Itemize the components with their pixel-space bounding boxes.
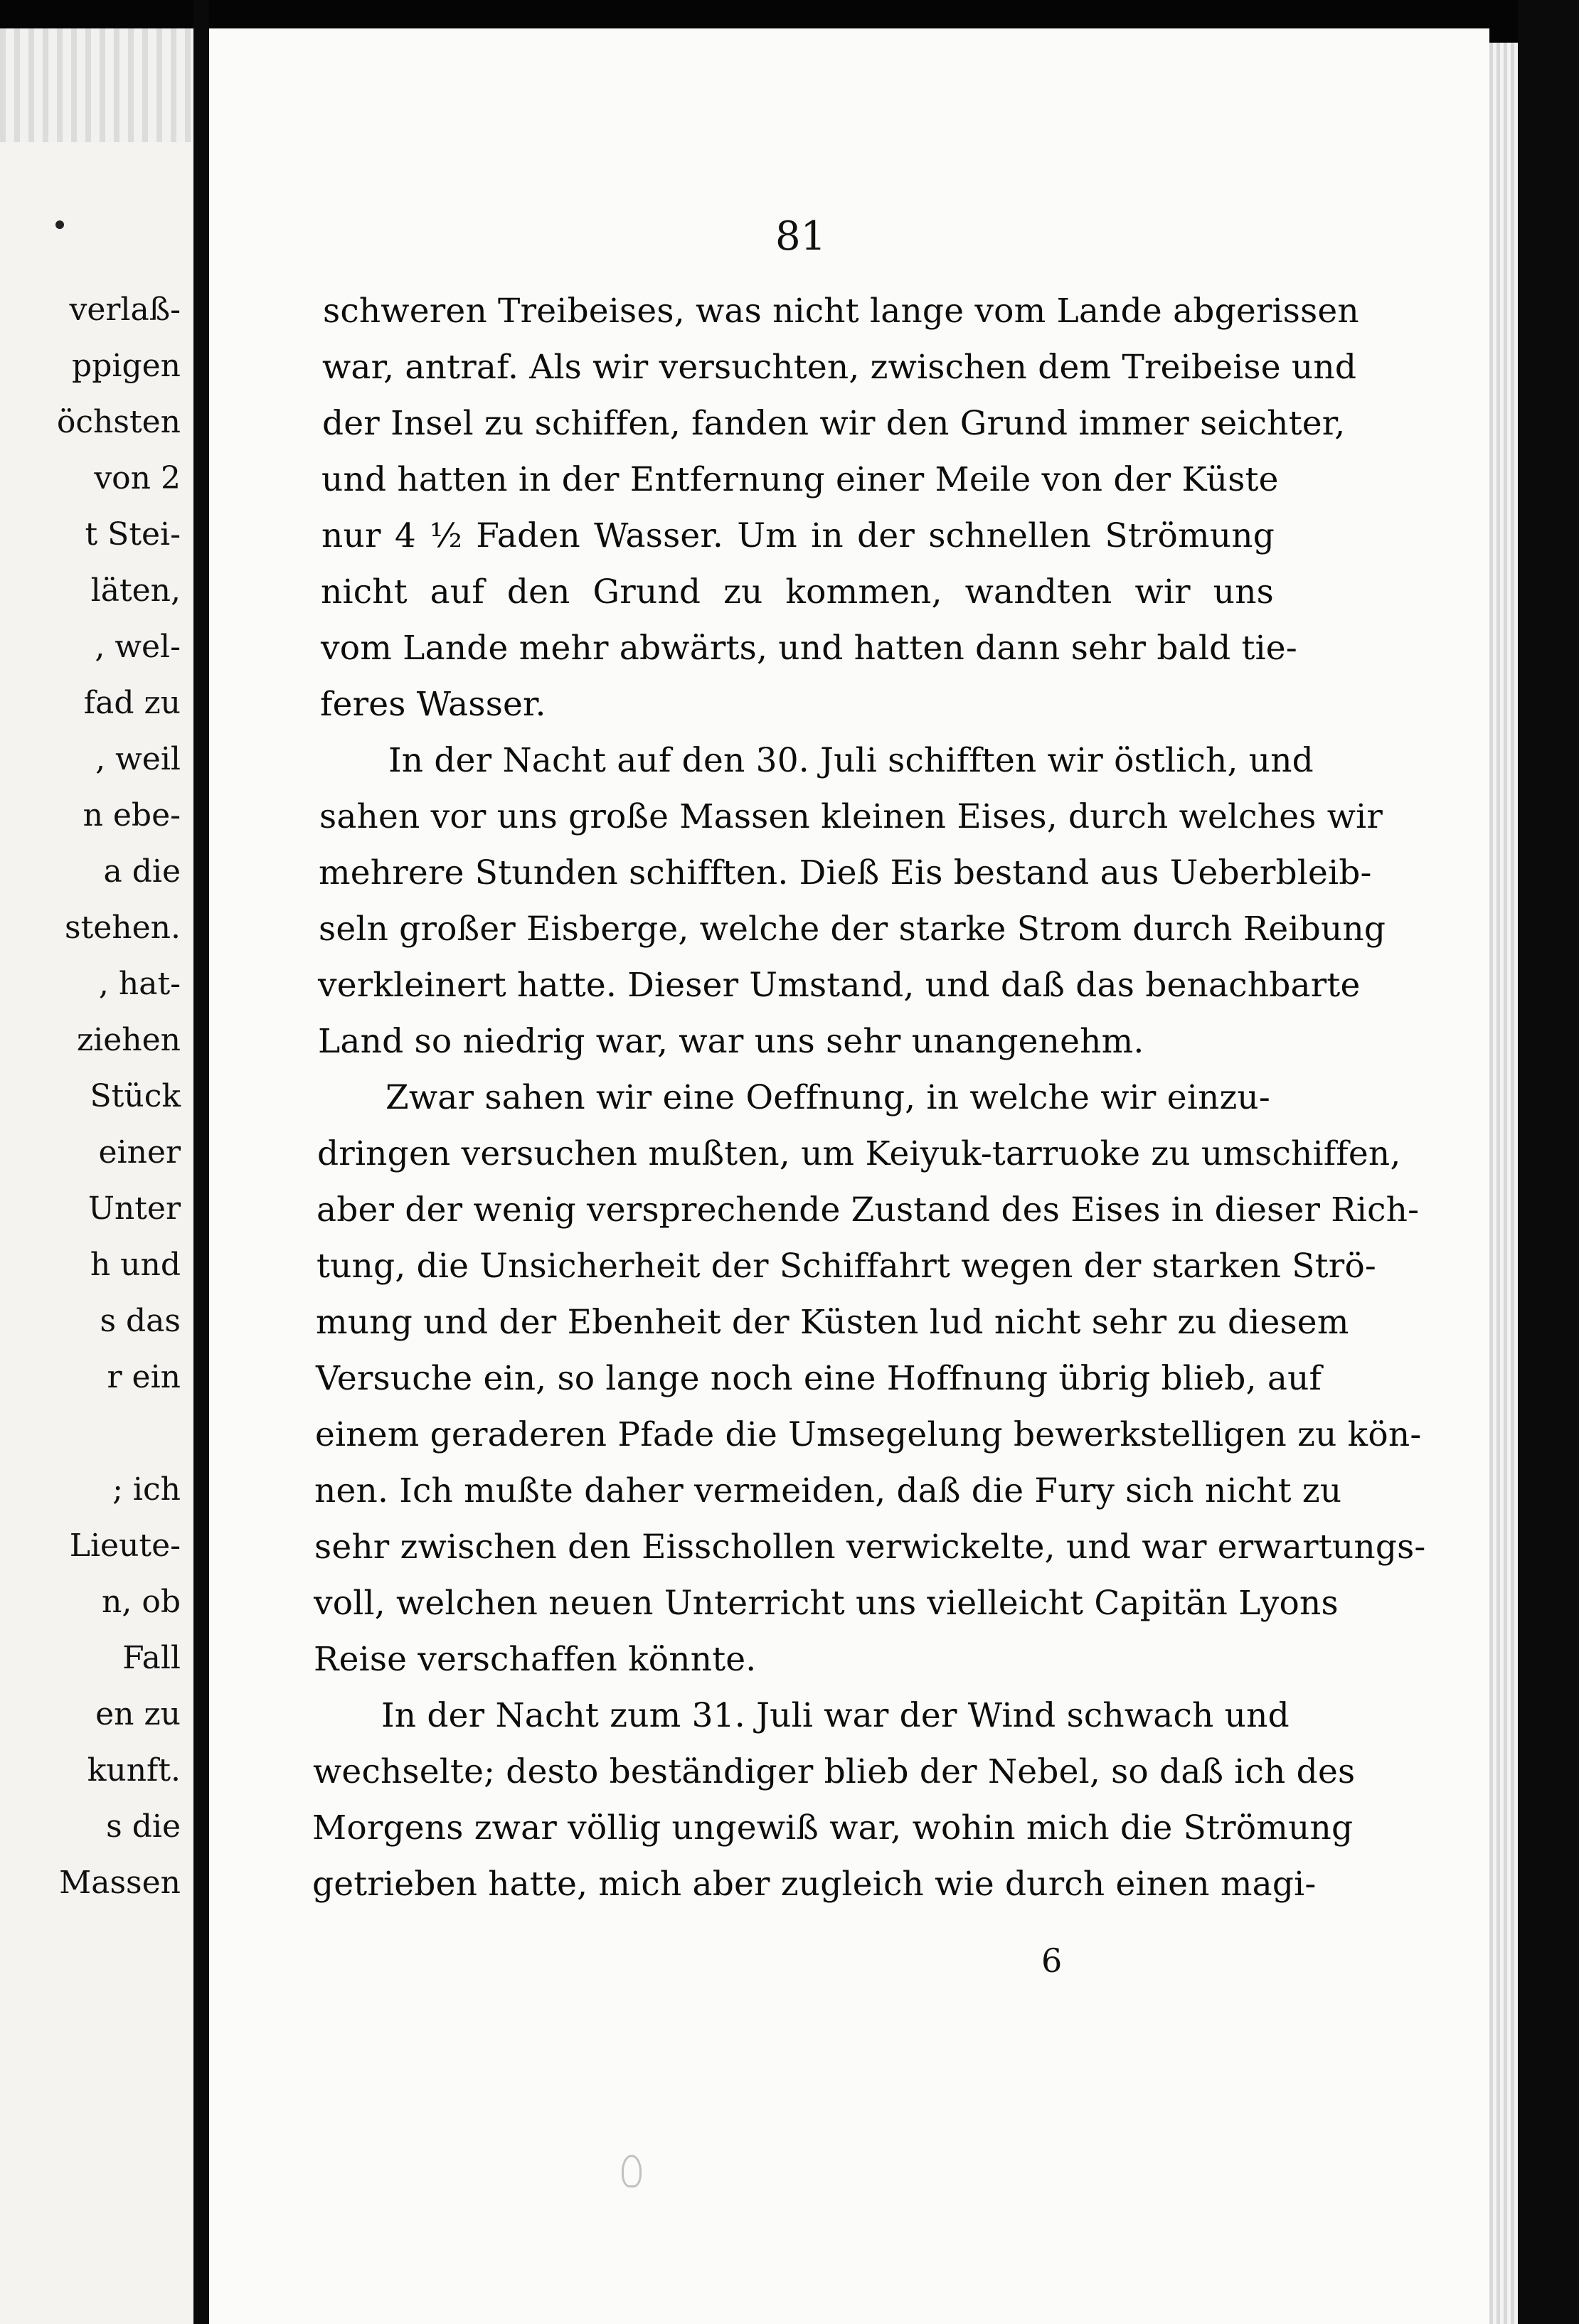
text-line: dringen versuchen mußten, um Keiyuk-tarruoke zu umschiffen, <box>317 1134 1401 1173</box>
facing-text-line: a die <box>103 853 181 890</box>
text-line: In der Nacht auf den 30. Juli schifften wir östlich, und <box>388 741 1314 780</box>
text-line: schweren Treibeises, was nicht lange vom Lande abgerissen <box>323 292 1359 331</box>
text-line: voll, welchen neuen Unterricht uns vielleicht Capitän Lyons <box>314 1584 1339 1623</box>
text-line: mehrere Stunden schifften. Dieß Eis bestand aus Ueberbleib- <box>319 853 1372 892</box>
facing-text-line: ; ich <box>112 1471 181 1508</box>
page-edge-texture <box>0 28 193 142</box>
page-number: 81 <box>775 213 826 260</box>
text-line: feres Wasser. <box>320 685 546 724</box>
ink-dot <box>55 220 64 229</box>
text-line: Zwar sahen wir eine Oeffnung, in welche wir einzu- <box>386 1078 1270 1117</box>
facing-text-line: r ein <box>107 1359 181 1395</box>
text-line: aber der wenig versprechende Zustand des Eises in dieser Rich- <box>317 1190 1420 1230</box>
facing-text-line: von 2 <box>94 460 181 496</box>
signature-mark: 6 <box>1041 1941 1063 1980</box>
text-line: Reise verschaffen könnte. <box>314 1640 757 1679</box>
facing-text-line: läten, <box>90 572 181 609</box>
text-line: Morgens zwar völlig ungewiß war, wohin mich die Strömung <box>312 1808 1354 1848</box>
text-line: war, antraf. Als wir versuchten, zwischen dem Treibeise und <box>322 348 1357 387</box>
facing-text-line: Unter <box>87 1190 181 1227</box>
facing-text-line: , weil <box>95 741 181 777</box>
text-line: wechselte; desto beständiger blieb der Nebel, so daß ich des <box>313 1752 1356 1791</box>
text-line: sehr zwischen den Eisschollen verwickelte, und war erwartungs- <box>314 1528 1426 1567</box>
text-line: Versuche ein, so lange noch eine Hoffnung übrig blieb, auf <box>316 1359 1322 1398</box>
ink-smudge <box>622 2155 642 2187</box>
facing-text-line: kunft. <box>87 1752 181 1789</box>
facing-text-line: , hat- <box>98 966 181 1002</box>
text-line: der Insel zu schiffen, fanden wir den Grund immer seichter, <box>322 404 1346 443</box>
text-line: vom Lande mehr abwärts, und hatten dann sehr bald tie- <box>321 629 1297 668</box>
text-line: nicht auf den Grund zu kommen, wandten wir uns <box>321 572 1274 612</box>
text-line: Land so niedrig war, war uns sehr unangenehm. <box>318 1022 1144 1061</box>
text-line: tung, die Unsicherheit der Schiffahrt wegen der starken Strö- <box>317 1247 1377 1286</box>
facing-text-line: Massen <box>59 1865 181 1901</box>
book-gutter <box>193 0 209 2324</box>
facing-text-line: Lieute- <box>69 1528 181 1564</box>
facing-text-line: stehen. <box>64 910 181 946</box>
text-line: und hatten in der Entfernung einer Meile von der Küste <box>321 460 1279 499</box>
facing-text-line: öchsten <box>56 404 181 440</box>
facing-text-line: en zu <box>95 1696 181 1732</box>
facing-text-line: h und <box>90 1247 181 1283</box>
facing-page-fragment <box>0 28 193 2324</box>
facing-text-line: ppigen <box>72 348 181 384</box>
scan-background <box>1518 0 1579 2324</box>
text-line: In der Nacht zum 31. Juli war der Wind schwach und <box>381 1696 1290 1735</box>
text-line: mung und der Ebenheit der Küsten lud nicht sehr zu diesem <box>316 1303 1349 1342</box>
facing-text-line: s das <box>100 1303 181 1339</box>
text-line: seln großer Eisberge, welche der starke Strom durch Reibung <box>319 910 1386 949</box>
text-line: einem geraderen Pfade die Umsegelung bewerkstelligen zu kön- <box>315 1415 1422 1454</box>
text-line: verkleinert hatte. Dieser Umstand, und daß das benachbarte <box>318 966 1361 1005</box>
facing-text-line: Fall <box>122 1640 181 1676</box>
facing-text-line: s die <box>106 1808 181 1845</box>
text-line: nur 4 ½ Faden Wasser. Um in der schnellen Strömung <box>321 516 1275 555</box>
facing-text-line: t Stei- <box>85 516 181 553</box>
facing-text-line: verlaß- <box>69 292 181 328</box>
facing-text-line: Stück <box>90 1078 181 1114</box>
facing-text-line: fad zu <box>83 685 181 721</box>
facing-text-line: , wel- <box>95 629 181 665</box>
text-line: nen. Ich mußte daher vermeiden, daß die Fury sich nicht zu <box>314 1471 1342 1510</box>
text-line: getrieben hatte, mich aber zugleich wie durch einen magi- <box>312 1865 1317 1904</box>
facing-text-line: n ebe- <box>83 797 181 833</box>
facing-text-line: einer <box>98 1134 181 1171</box>
text-line: sahen vor uns große Massen kleinen Eises, durch welches wir <box>319 797 1383 836</box>
facing-text-line: ziehen <box>76 1022 181 1058</box>
facing-text-line: n, ob <box>102 1584 181 1620</box>
page-stack-edge <box>1489 43 1518 2324</box>
